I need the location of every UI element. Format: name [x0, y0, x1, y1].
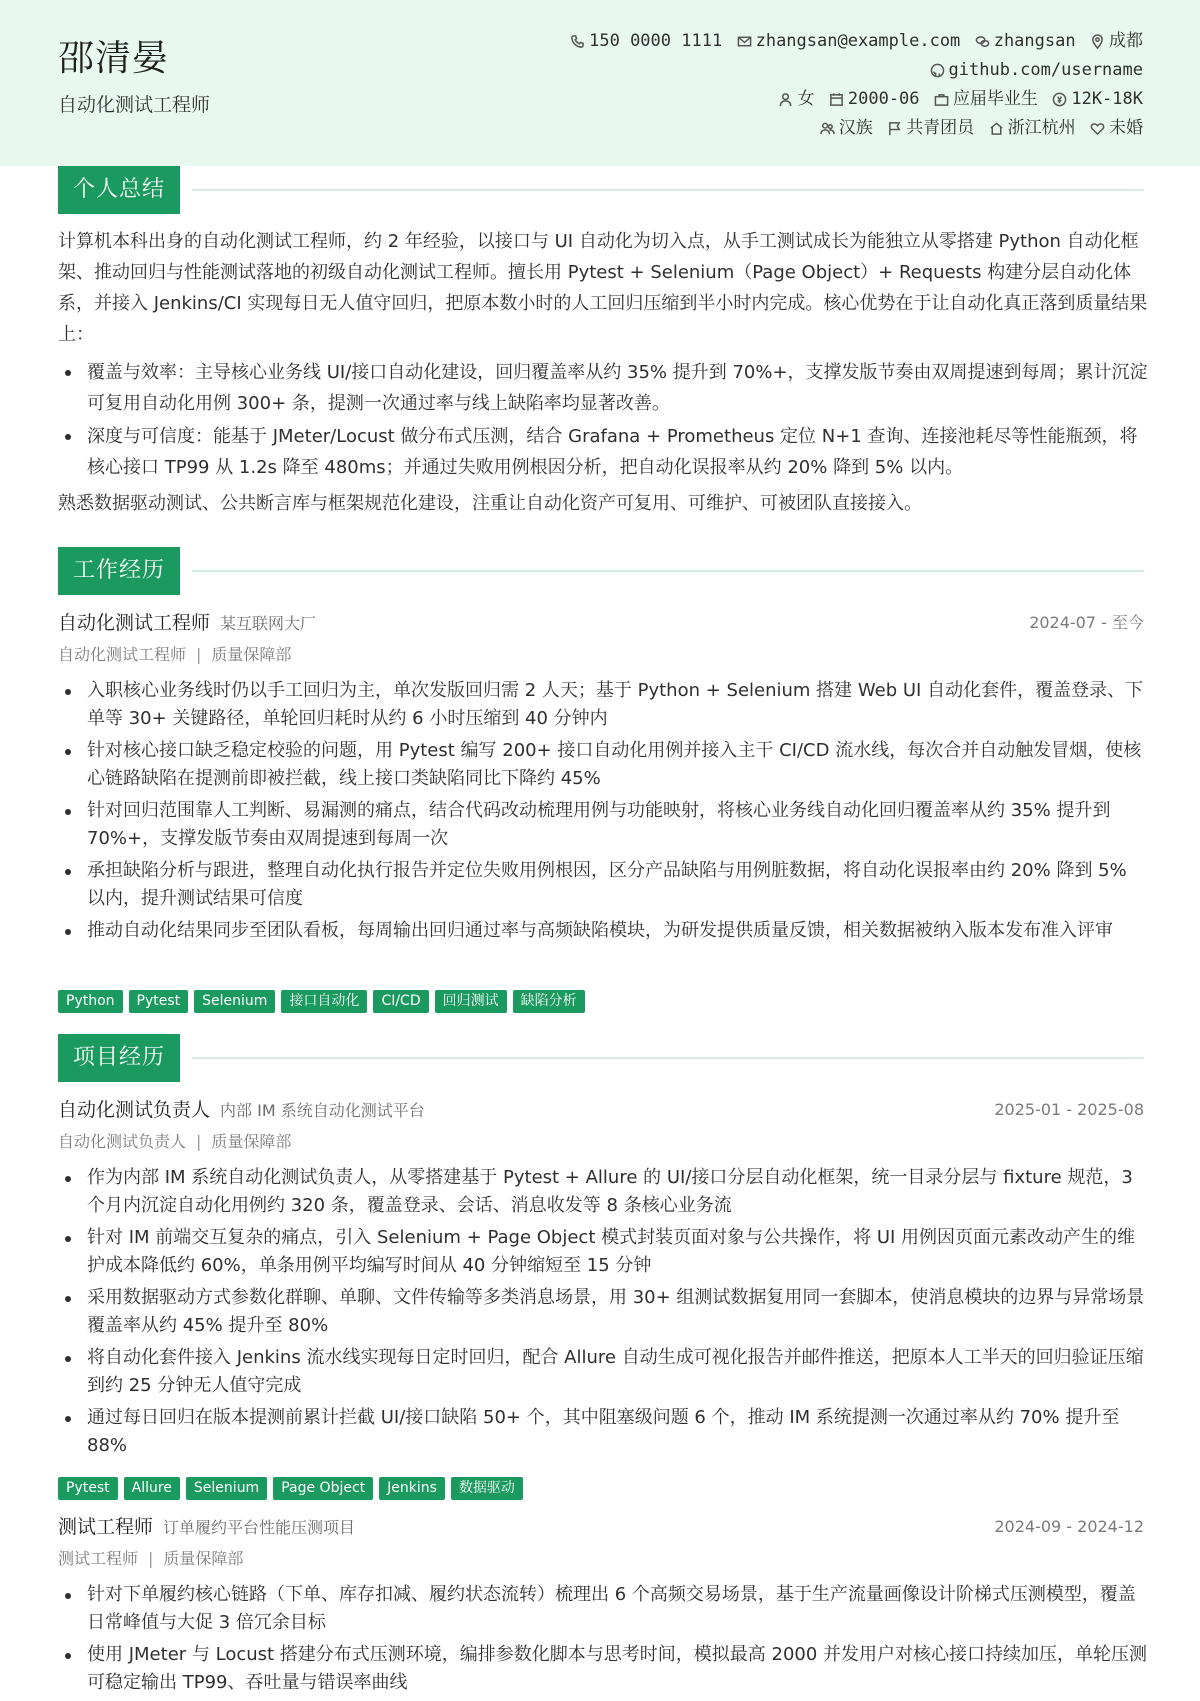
work-company: 某互联网大厂 — [220, 614, 317, 633]
list-item: 将自动化套件接入 Jenkins 流水线实现每日定时回归，配合 Allure 自动生成可视化报告并邮件推送，把原本人工半天的回归验证压缩到约 25 分钟无人值守完成 — [58, 1344, 1148, 1400]
status-item — [934, 85, 1038, 114]
project-tags — [58, 1477, 529, 1501]
project-subtitle — [58, 1547, 243, 1571]
birth-date: 2000-06 — [847, 89, 920, 109]
section-divider — [192, 1057, 1144, 1059]
list-item: 入职核心业务线时仍以手工回归为主，单次发版回归需 2 人天；基于 Python + Selenium 搭建 Web UI 自动化套件，覆盖登录、下单等 30+ 关键路径，单轮回归耗时从约 6 小时压缩到 40 分钟内 — [58, 677, 1148, 733]
work-entry-header — [58, 609, 1144, 637]
list-item: 承担缺陷分析与跟进，整理自动化执行报告并定位失败用例根因，区分产品缺陷与用例脏数据，将自动化误报率由约 20% 降到 5% 以内，提升测试结果可信度 — [58, 857, 1148, 913]
candidate-name: 邵清晏 — [58, 38, 170, 79]
email-item — [737, 27, 961, 56]
github-item[interactable] — [930, 56, 1143, 85]
skill-tag: Page Object — [273, 1477, 373, 1500]
section-summary-heading — [58, 166, 1144, 214]
ethnicity-text: 汉族 — [838, 118, 873, 138]
users-icon — [820, 121, 835, 136]
section-projects-heading — [58, 1034, 1144, 1082]
summary-bullets — [58, 357, 1148, 485]
hometown-item — [989, 114, 1076, 143]
mail-icon — [737, 34, 752, 49]
salary-text: 12K-18K — [1071, 89, 1143, 109]
section-divider — [192, 570, 1144, 572]
list-item: 使用 JMeter 与 Locust 搭建分布式压测环境，编排参数化脚本与思考时间，模拟最高 2000 并发用户对核心接口持续加压，单轮压测可稳定输出 TP99、吞吐量与错误率曲线 — [58, 1641, 1148, 1697]
briefcase-icon — [934, 92, 949, 107]
gender-item — [778, 85, 814, 114]
list-item: 针对核心接口缺乏稳定校验的问题，用 Pytest 编写 200+ 接口自动化用例并接入主干 CI/CD 流水线，每次合并自动触发冒烟，使核心链路缺陷在提测前即被拦截，线上接口类缺陷同比下降约 45% — [58, 737, 1148, 793]
separator: | — [148, 1549, 154, 1568]
section-work-heading — [58, 547, 1144, 595]
home-icon — [989, 121, 1004, 136]
project-entry-header — [58, 1096, 1144, 1124]
location-text: 成都 — [1109, 31, 1143, 51]
project-date: 2024-09 - 2024-12 — [994, 1517, 1144, 1536]
list-item: 深度与可信度：能基于 JMeter/Locust 做分布式压测，结合 Grafana + Prometheus 定位 N+1 查询、连接池耗尽等性能瓶颈，将核心接口 TP99 从 1.2s 降至 480ms；并通过失败用例根因分析，把自动化误报率从约 20% 降到 5% 以内。 — [58, 421, 1148, 483]
skill-tag: Jenkins — [379, 1477, 445, 1500]
wechat-icon — [975, 34, 990, 49]
project-date: 2025-01 - 2025-08 — [994, 1100, 1144, 1119]
location-item — [1090, 27, 1143, 56]
skill-tag: Pytest — [58, 1477, 118, 1500]
location-pin-icon — [1090, 34, 1105, 49]
status-text: 应届毕业生 — [952, 89, 1038, 109]
separator: | — [196, 645, 202, 664]
list-item: 采用数据驱动方式参数化群聊、单聊、文件传输等多类消息场景，用 30+ 组测试数据复用同一套脚本，使消息模块的边界与异常场景覆盖率从约 45% 提升至 80% — [58, 1284, 1148, 1340]
section-projects-label: 项目经历 — [58, 1034, 180, 1082]
summary-outro: 熟悉数据驱动测试、公共断言库与框架规范化建设，注重让自动化资产可复用、可维护、可被团队直接接入。 — [58, 493, 922, 514]
candidate-title: 自动化测试工程师 — [58, 94, 211, 116]
project-department: 质量保障部 — [211, 1132, 292, 1151]
resume-header — [0, 0, 1200, 166]
phone-icon — [570, 34, 585, 49]
project-name: 内部 IM 系统自动化测试平台 — [220, 1101, 425, 1120]
skill-tag: 数据驱动 — [451, 1477, 523, 1500]
skill-tag: Selenium — [194, 990, 275, 1013]
github-link[interactable]: github.com/username — [948, 60, 1143, 80]
separator: | — [196, 1132, 202, 1151]
list-item: 针对 IM 前端交互复杂的痛点，引入 Selenium + Page Object 模式封装页面对象与公共操作，将 UI 用例因页面元素改动产生的维护成本降低约 60%，单条用例平均编写时间从 40 分钟缩短至 15 分钟 — [58, 1224, 1148, 1280]
contact-row-1 — [561, 27, 1143, 56]
project-bullets — [58, 1581, 1148, 1701]
person-icon — [778, 92, 793, 107]
contact-row-2 — [921, 56, 1143, 85]
project-sub-role: 自动化测试负责人 — [58, 1132, 187, 1151]
skill-tag: 回归测试 — [435, 990, 507, 1013]
project-subtitle — [58, 1130, 291, 1154]
marital-item — [1090, 114, 1143, 143]
birth-item — [829, 85, 920, 114]
summary-intro: 计算机本科出身的自动化测试工程师，约 2 年经验，以接口与 UI 自动化为切入点，从手工测试成长为能独立从零搭建 Python 自动化框架、推动回归与性能测试落地的初级自动化测试工程师。擅长用 Pytest + Selenium（Page Object）+ Requests 构建分层自动化体系，并接入 Jenkins/CI 实现每日无人值守回归，把原本数小时的人工回归压缩到半小时内完成。核心优势在于让自动化真正落到质量结果上： — [58, 231, 1148, 345]
calendar-icon — [829, 92, 844, 107]
political-item — [887, 114, 974, 143]
section-summary-label: 个人总结 — [58, 166, 180, 214]
contact-row-4 — [811, 114, 1143, 143]
project-role: 测试工程师 — [58, 1516, 154, 1538]
project-sub-role: 测试工程师 — [58, 1549, 139, 1568]
email-address: zhangsan@example.com — [755, 31, 961, 51]
skill-tag: 缺陷分析 — [513, 990, 585, 1013]
section-divider — [192, 189, 1144, 191]
project-department: 质量保障部 — [163, 1549, 244, 1568]
marital-text: 未婚 — [1109, 118, 1143, 138]
work-role: 自动化测试工程师 — [58, 612, 211, 634]
list-item: 作为内部 IM 系统自动化测试负责人，从零搭建基于 Pytest + Allure 的 UI/接口分层自动化框架，统一目录分层与 fixture 规范，3 个月内沉淀自动化用例约 320 条，覆盖登录、会话、消息收发等 8 条核心业务流 — [58, 1164, 1148, 1220]
work-department: 质量保障部 — [211, 645, 292, 664]
wechat-item — [975, 27, 1076, 56]
list-item: 推动自动化结果同步至团队看板，每周输出回归通过率与高频缺陷模块，为研发提供质量反馈，相关数据被纳入版本发布准入评审 — [58, 917, 1148, 945]
work-sub-role: 自动化测试工程师 — [58, 645, 187, 664]
section-work-label: 工作经历 — [58, 547, 180, 595]
salary-item — [1052, 85, 1143, 114]
project-bullets — [58, 1164, 1148, 1464]
phone-item — [570, 27, 722, 56]
heart-icon — [1090, 121, 1105, 136]
skill-tag: Python — [58, 990, 123, 1013]
list-item: 针对下单履约核心链路（下单、库存扣减、履约状态流转）梳理出 6 个高频交易场景，基于生产流量画像设计阶梯式压测模型，覆盖日常峰值与大促 3 倍冗余目标 — [58, 1581, 1148, 1637]
project-name: 订单履约平台性能压测项目 — [163, 1518, 356, 1537]
skill-tag: 接口自动化 — [281, 990, 367, 1013]
wechat-id: zhangsan — [993, 31, 1076, 51]
github-icon — [930, 63, 945, 78]
list-item: 覆盖与效率：主导核心业务线 UI/接口自动化建设，回归覆盖率从约 35% 提升到 70%+，支撑发版节奏由双周提速到每周；累计沉淀可复用自动化用例 300+ 条，提测一次通过率与线上缺陷率均显著改善。 — [58, 357, 1148, 419]
skill-tag: Pytest — [129, 990, 189, 1013]
flag-icon — [887, 121, 902, 136]
hometown-text: 浙江杭州 — [1007, 118, 1076, 138]
phone-number: 150 0000 1111 — [589, 31, 723, 51]
skill-tag: Selenium — [186, 1477, 267, 1500]
list-item: 针对回归范围靠人工判断、易漏测的痛点，结合代码改动梳理用例与功能映射，将核心业务线自动化回归覆盖率从约 35% 提升到 70%+，支撑发版节奏由双周提速到每周一次 — [58, 797, 1148, 853]
skill-tag: CI/CD — [373, 990, 428, 1013]
contact-row-3 — [769, 85, 1143, 114]
work-bullets — [58, 677, 1148, 949]
project-role: 自动化测试负责人 — [58, 1099, 211, 1121]
work-tags — [58, 990, 591, 1014]
project-entry-header — [58, 1513, 1144, 1541]
money-icon — [1052, 92, 1067, 107]
skill-tag: Allure — [124, 1477, 180, 1500]
gender-text: 女 — [797, 89, 815, 109]
ethnicity-item — [820, 114, 873, 143]
work-date: 2024-07 - 至今 — [1029, 613, 1144, 632]
work-subtitle — [58, 643, 291, 667]
political-text: 共青团员 — [906, 118, 975, 138]
list-item: 通过每日回归在版本提测前累计拦截 UI/接口缺陷 50+ 个，其中阻塞级问题 6 个，推动 IM 系统提测一次通过率从约 70% 提升至 88% — [58, 1404, 1148, 1460]
